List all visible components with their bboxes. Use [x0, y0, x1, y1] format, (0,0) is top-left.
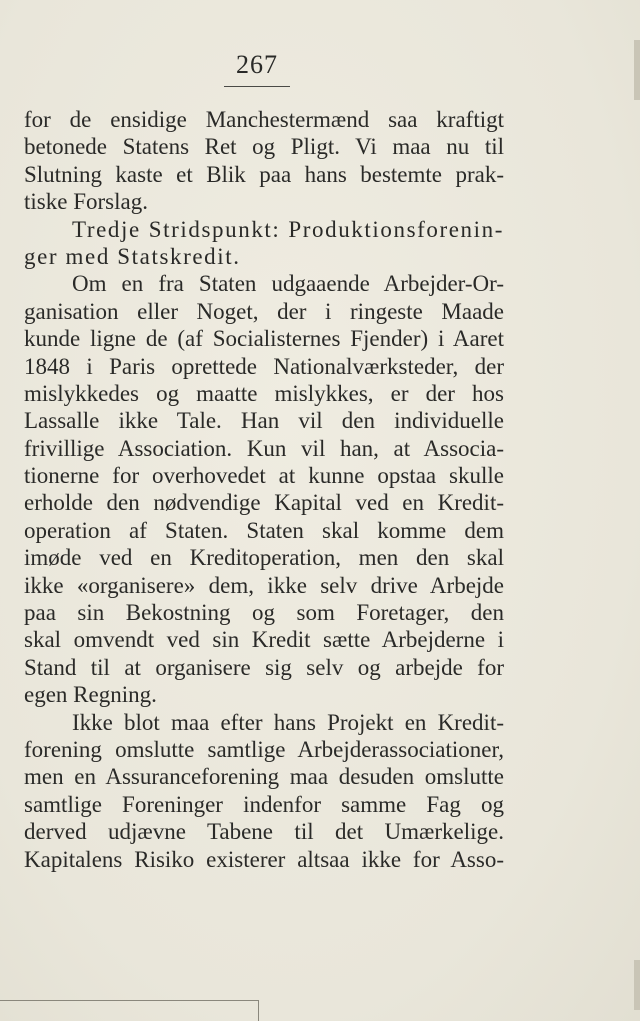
page-edge-mark	[634, 40, 640, 100]
text-line: samtlige Foreninger indenfor samme Fag og	[24, 791, 504, 817]
text-line: betonede Statens Ret og Pligt. Vi maa nu til	[24, 134, 504, 160]
text-line: Om en fra Staten udgaaende Arbejder-Or-	[72, 271, 504, 297]
text-line: paa sin Bekostning og som Foretager, den	[24, 600, 504, 626]
bottom-rule	[0, 1000, 258, 1001]
text-line: ger med Statskredit.	[24, 243, 241, 269]
text-line: ikke «organisere» dem, ikke selv drive Arbejde	[24, 572, 504, 598]
text-line: Stand til at organisere sig selv og arbejde for	[24, 654, 504, 680]
page-number-rule	[224, 86, 290, 87]
text-line: tiske Forslag.	[24, 189, 148, 215]
page-edge-mark	[634, 960, 640, 1010]
text-line: mislykkedes og maatte mislykkes, er der hos	[24, 380, 504, 406]
text-line: tionerne for overhovedet at kunne opstaa skulle	[24, 463, 504, 489]
text-line: skal omvendt ved sin Kredit sætte Arbejderne i	[24, 627, 504, 653]
text-line: Lassalle ikke Tale. Han vil den individuelle	[24, 408, 504, 434]
text-line: 1848 i Paris oprettede Nationalværksteder, der	[24, 353, 504, 379]
bottom-tick	[258, 1000, 259, 1021]
text-line: Slutning kaste et Blik paa hans bestemte prak-	[24, 161, 504, 187]
text-line: Ikke blot maa efter hans Projekt en Kredit-	[72, 709, 504, 735]
text-line: for de ensidige Manchestermænd saa kraftigt	[24, 107, 504, 132]
text-line: derved udjævne Tabene til det Umærkelige.	[24, 819, 504, 845]
text-line: ganisation eller Noget, der i ringeste Maade	[24, 298, 504, 324]
text-line: men en Assuranceforening maa desuden omslutte	[24, 764, 504, 790]
text-line: egen Regning.	[24, 682, 157, 708]
text-line: frivillige Association. Kun vil han, at Associa-	[24, 435, 504, 461]
page-number: 267	[236, 50, 278, 79]
text-line: operation af Staten. Staten skal komme dem	[24, 517, 504, 543]
body-text	[24, 106, 504, 873]
text-line: Tredje Stridspunkt: Produktionsforenin-	[72, 216, 504, 242]
text-line: Kapitalens Risiko existerer altsaa ikke for Asso-	[24, 846, 504, 872]
text-line: forening omslutte samtlige Arbejderassociationer,	[24, 736, 504, 762]
text-line: imøde ved en Kreditoperation, men den skal	[24, 545, 504, 571]
text-line: erholde den nødvendige Kapital ved en Kredit-	[24, 490, 504, 516]
text-line: kunde ligne de (af Socialisternes Fjender) i Aaret	[24, 326, 504, 352]
